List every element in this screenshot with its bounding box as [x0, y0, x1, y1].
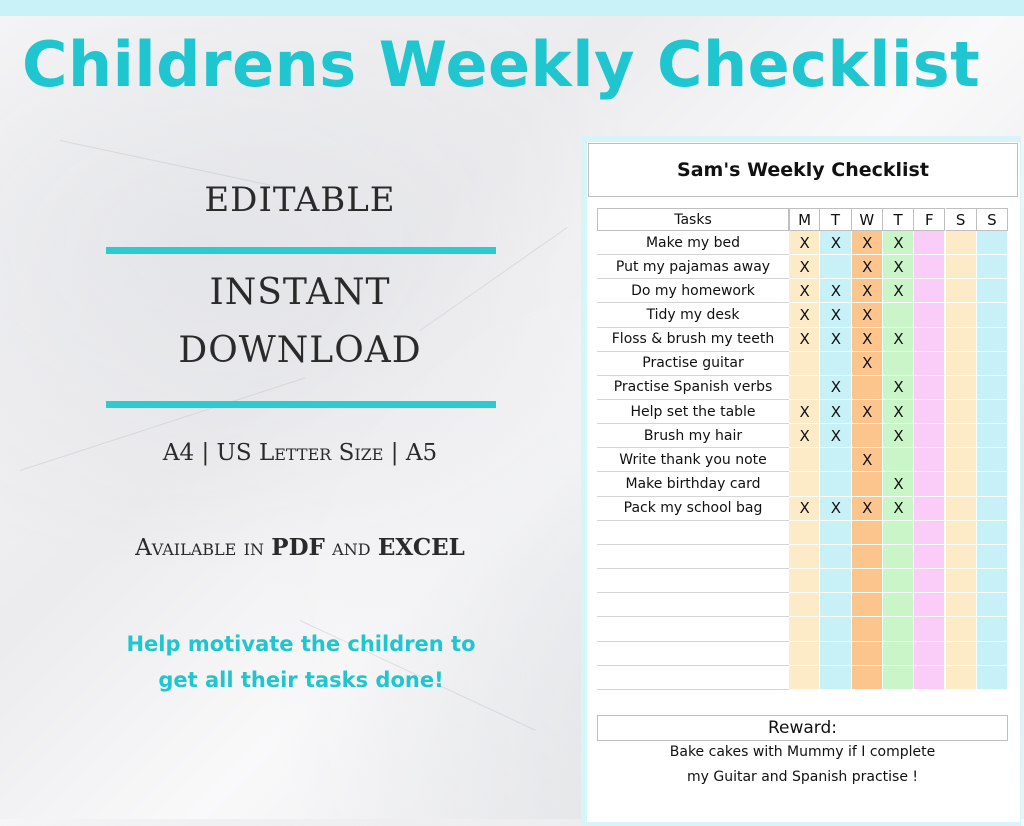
- task-cell[interactable]: Practise Spanish verbs: [597, 376, 789, 400]
- top-strip: [0, 0, 1024, 16]
- task-cell[interactable]: Put my pajamas away: [597, 255, 789, 279]
- check-cell[interactable]: X: [820, 279, 851, 303]
- check-cell[interactable]: X: [883, 376, 914, 400]
- check-cell[interactable]: X: [789, 497, 820, 521]
- check-cell[interactable]: [914, 569, 945, 593]
- check-cell[interactable]: [914, 666, 945, 690]
- check-cell[interactable]: [883, 545, 914, 569]
- task-cell[interactable]: [597, 666, 789, 690]
- check-cell[interactable]: [883, 617, 914, 641]
- check-cell[interactable]: [946, 279, 977, 303]
- check-cell[interactable]: X: [852, 352, 883, 376]
- task-cell[interactable]: [597, 642, 789, 666]
- check-cell[interactable]: [852, 545, 883, 569]
- pdf-label: PDF: [271, 534, 325, 561]
- check-cell[interactable]: X: [820, 231, 851, 255]
- check-cell[interactable]: [883, 642, 914, 666]
- check-cell[interactable]: [789, 352, 820, 376]
- check-cell[interactable]: [977, 617, 1008, 641]
- check-cell[interactable]: [789, 473, 820, 497]
- day-header: S: [977, 208, 1008, 231]
- check-cell[interactable]: X: [820, 376, 851, 400]
- check-cell[interactable]: [820, 448, 851, 472]
- task-cell[interactable]: [597, 521, 789, 545]
- check-cell[interactable]: [852, 593, 883, 617]
- check-cell[interactable]: [977, 376, 1008, 400]
- check-cell[interactable]: [977, 448, 1008, 472]
- check-cell[interactable]: [789, 593, 820, 617]
- check-cell[interactable]: X: [852, 231, 883, 255]
- check-cell[interactable]: X: [789, 255, 820, 279]
- check-cell[interactable]: X: [789, 303, 820, 327]
- check-cell[interactable]: [820, 255, 851, 279]
- check-cell[interactable]: X: [789, 328, 820, 352]
- check-cell[interactable]: [820, 593, 851, 617]
- reward-line-2: my Guitar and Spanish practise !: [686, 769, 919, 785]
- check-cell[interactable]: [977, 521, 1008, 545]
- check-cell[interactable]: [977, 642, 1008, 666]
- check-cell[interactable]: [914, 328, 945, 352]
- day-header: T: [883, 208, 914, 231]
- check-cell[interactable]: X: [789, 231, 820, 255]
- check-cell[interactable]: [789, 545, 820, 569]
- available-formats: [100, 534, 500, 561]
- task-cell[interactable]: Help set the table: [597, 400, 789, 424]
- task-cell[interactable]: Practise guitar: [597, 352, 789, 376]
- page-title: Childrens Weekly Checklist: [22, 28, 981, 101]
- check-cell[interactable]: [946, 617, 977, 641]
- check-cell[interactable]: [914, 231, 945, 255]
- sizes-label: A4 | US Letter Size | A5: [162, 440, 438, 466]
- motivate-text: [96, 626, 506, 698]
- check-cell[interactable]: [820, 352, 851, 376]
- check-cell[interactable]: [977, 328, 1008, 352]
- check-cell[interactable]: [820, 545, 851, 569]
- check-cell[interactable]: X: [883, 400, 914, 424]
- check-cell[interactable]: X: [820, 497, 851, 521]
- check-cell[interactable]: X: [820, 303, 851, 327]
- check-cell[interactable]: [946, 545, 977, 569]
- check-cell[interactable]: [977, 473, 1008, 497]
- check-cell[interactable]: X: [883, 328, 914, 352]
- check-cell[interactable]: [820, 473, 851, 497]
- check-cell[interactable]: [946, 255, 977, 279]
- task-cell[interactable]: Tidy my desk: [597, 303, 789, 327]
- task-cell[interactable]: Do my homework: [597, 279, 789, 303]
- check-cell[interactable]: [946, 497, 977, 521]
- check-cell[interactable]: [977, 303, 1008, 327]
- check-cell[interactable]: [789, 666, 820, 690]
- check-cell[interactable]: [883, 666, 914, 690]
- check-cell[interactable]: [977, 352, 1008, 376]
- available-prefix: Available in: [135, 535, 264, 561]
- check-cell[interactable]: [946, 473, 977, 497]
- check-cell[interactable]: [914, 448, 945, 472]
- check-cell[interactable]: [914, 255, 945, 279]
- check-cell[interactable]: [914, 424, 945, 448]
- check-cell[interactable]: [977, 400, 1008, 424]
- checklist-title: Sam's Weekly Checklist: [588, 143, 1018, 197]
- day-header: W: [852, 208, 883, 231]
- check-cell[interactable]: X: [883, 497, 914, 521]
- check-cell[interactable]: [883, 303, 914, 327]
- excel-label: EXCEL: [377, 534, 465, 561]
- check-cell[interactable]: X: [789, 279, 820, 303]
- check-cell[interactable]: [883, 569, 914, 593]
- check-cell[interactable]: [789, 642, 820, 666]
- check-cell[interactable]: [977, 666, 1008, 690]
- check-cell[interactable]: [914, 617, 945, 641]
- check-cell[interactable]: X: [883, 255, 914, 279]
- check-cell[interactable]: [977, 279, 1008, 303]
- check-cell[interactable]: [852, 473, 883, 497]
- check-cell[interactable]: [883, 521, 914, 545]
- check-cell[interactable]: [883, 448, 914, 472]
- motivate-line-2: get all their tasks done!: [158, 668, 444, 692]
- check-cell[interactable]: [977, 424, 1008, 448]
- motivate-line-1: Help motivate the children to: [126, 632, 476, 656]
- divider-top: [106, 247, 496, 254]
- reward-label: Reward:: [597, 715, 1008, 741]
- day-header: T: [820, 208, 851, 231]
- check-cell[interactable]: [914, 376, 945, 400]
- check-cell[interactable]: [914, 279, 945, 303]
- check-cell[interactable]: [852, 376, 883, 400]
- check-cell[interactable]: [946, 666, 977, 690]
- check-cell[interactable]: [789, 448, 820, 472]
- task-cell[interactable]: [597, 593, 789, 617]
- tasks-header: Tasks: [597, 208, 789, 231]
- check-cell[interactable]: [914, 352, 945, 376]
- check-cell[interactable]: [946, 303, 977, 327]
- check-cell[interactable]: X: [852, 303, 883, 327]
- check-cell[interactable]: [789, 521, 820, 545]
- check-cell[interactable]: [977, 497, 1008, 521]
- check-cell[interactable]: [946, 448, 977, 472]
- task-cell[interactable]: Floss & brush my teeth: [597, 328, 789, 352]
- check-cell[interactable]: [820, 642, 851, 666]
- check-cell[interactable]: X: [852, 400, 883, 424]
- check-cell[interactable]: X: [883, 473, 914, 497]
- check-cell[interactable]: [946, 569, 977, 593]
- check-cell[interactable]: [946, 352, 977, 376]
- check-cell[interactable]: [946, 642, 977, 666]
- task-cell[interactable]: Make birthday card: [597, 473, 789, 497]
- check-cell[interactable]: X: [852, 448, 883, 472]
- check-cell[interactable]: X: [789, 424, 820, 448]
- day-header: M: [789, 208, 820, 231]
- check-cell[interactable]: [883, 593, 914, 617]
- check-cell[interactable]: [914, 303, 945, 327]
- check-cell[interactable]: X: [883, 279, 914, 303]
- check-cell[interactable]: [946, 328, 977, 352]
- reward-text: [597, 740, 1008, 790]
- check-cell[interactable]: [977, 593, 1008, 617]
- check-cell[interactable]: X: [883, 424, 914, 448]
- task-cell[interactable]: [597, 545, 789, 569]
- check-cell[interactable]: [820, 521, 851, 545]
- check-cell[interactable]: [820, 569, 851, 593]
- check-cell[interactable]: [789, 376, 820, 400]
- reward-line-1: Bake cakes with Mummy if I complete: [669, 744, 936, 760]
- check-cell[interactable]: X: [852, 279, 883, 303]
- instant-label: INSTANT: [209, 272, 391, 313]
- check-cell[interactable]: [914, 593, 945, 617]
- check-cell[interactable]: X: [820, 424, 851, 448]
- check-cell[interactable]: [977, 545, 1008, 569]
- check-cell[interactable]: [946, 231, 977, 255]
- check-cell[interactable]: [946, 593, 977, 617]
- task-cell[interactable]: Make my bed: [597, 231, 789, 255]
- check-cell[interactable]: [946, 424, 977, 448]
- check-cell[interactable]: [977, 569, 1008, 593]
- check-cell[interactable]: [852, 424, 883, 448]
- check-cell[interactable]: X: [852, 497, 883, 521]
- check-cell[interactable]: [852, 642, 883, 666]
- check-cell[interactable]: [852, 569, 883, 593]
- check-cell[interactable]: [977, 255, 1008, 279]
- check-cell[interactable]: [852, 666, 883, 690]
- check-cell[interactable]: [914, 497, 945, 521]
- check-cell[interactable]: X: [852, 255, 883, 279]
- check-cell[interactable]: X: [820, 400, 851, 424]
- divider-bottom: [106, 401, 496, 408]
- check-cell[interactable]: [789, 617, 820, 641]
- check-cell[interactable]: [977, 231, 1008, 255]
- check-cell[interactable]: X: [789, 400, 820, 424]
- check-cell[interactable]: [914, 473, 945, 497]
- day-header: F: [914, 208, 945, 231]
- task-cell[interactable]: Write thank you note: [597, 448, 789, 472]
- check-cell[interactable]: [914, 521, 945, 545]
- available-and: and: [332, 535, 371, 561]
- check-cell[interactable]: [914, 642, 945, 666]
- task-cell[interactable]: Brush my hair: [597, 424, 789, 448]
- check-cell[interactable]: [852, 617, 883, 641]
- download-label: DOWNLOAD: [178, 330, 422, 371]
- task-cell[interactable]: Pack my school bag: [597, 497, 789, 521]
- check-cell[interactable]: [946, 376, 977, 400]
- check-cell[interactable]: [914, 545, 945, 569]
- check-cell[interactable]: [820, 617, 851, 641]
- task-cell[interactable]: [597, 569, 789, 593]
- check-cell[interactable]: X: [820, 328, 851, 352]
- task-cell[interactable]: [597, 617, 789, 641]
- check-cell[interactable]: X: [852, 328, 883, 352]
- check-cell[interactable]: [946, 521, 977, 545]
- check-cell[interactable]: [883, 352, 914, 376]
- check-cell[interactable]: [820, 666, 851, 690]
- check-cell[interactable]: X: [883, 231, 914, 255]
- check-cell[interactable]: [789, 569, 820, 593]
- day-header: S: [946, 208, 977, 231]
- check-cell[interactable]: [914, 400, 945, 424]
- check-cell[interactable]: [852, 521, 883, 545]
- editable-label: EDITABLE: [204, 180, 396, 220]
- check-cell[interactable]: [946, 400, 977, 424]
